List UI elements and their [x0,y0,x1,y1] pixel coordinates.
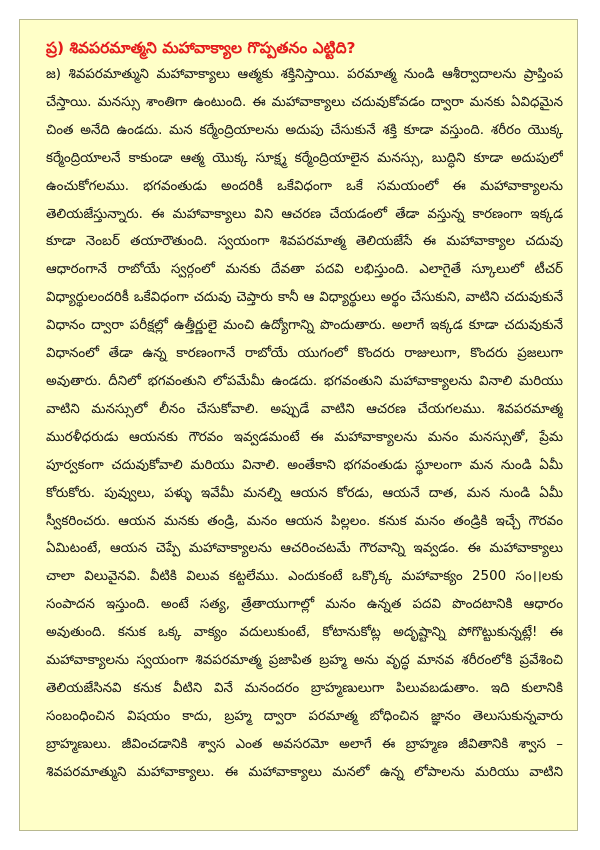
answer-line: సంబంధించిన విషయం కాదు, బ్రహ్మ ద్వారా పరమాత్మ బోధించిన జ్ఞానం తెలుసుకున్నవారు [46,708,563,724]
answer-line: కోరుకోరు. పువ్వులు, పళ్ళు ఇవేమీ మనల్ని ఆయన కోరడు, ఆయనే దాత, మన నుండి ఏమీ [46,485,563,501]
answer-line: స్వీకరించరు. ఆయన మనకు తండ్రి, మనం ఆయన పిల్లలం. కనుక మనం తండ్రికి ఇచ్చే గౌరవం [46,513,563,529]
answer-line: మురళీధరుడు ఆయనకు గౌరవం ఇవ్వడమంటే ఈ మహావాక్యాలను మనం మనస్సుతో, ప్రేమ [46,429,563,445]
answer-line: శివపరమాత్ముని మహావాక్యాలు. ఈ మహావాక్యాలు మనలో ఉన్న లోపాలను మరియు వాటిని [46,764,563,780]
answer-line: ఉంచుకోగలము. భగవంతుడు అందరికీ ఒకేవిధంగా ఒకే సమయంలో ఈ మహావాక్యాలను [46,178,563,194]
answer-line: ఏమిటంటే, ఆయన చెప్పే మహావాక్యాలను ఆచరించటమే గౌరవాన్ని ఇవ్వడం. ఈ మహావాక్యాలు [46,541,563,557]
answer-line: చేస్తాయి. మనస్సు శాంతిగా ఉంటుంది. ఈ మహావాక్యాలు చదువుకోవడం ద్వారా మనకు ఏవిధమైన [46,94,563,110]
answer-line: కర్మేంద్రియాలనే కాకుండా ఆత్మ యొక్క సూక్ష్మ కర్మేంద్రియాలైన మనస్సు, బుద్ధిని కూడా అదుపులో [46,150,563,166]
answer-line: తెలియజేసినవి కనుక వీటిని వినే మనందరం బ్రాహ్మణులుగా పిలువబడుతాం. ఇది కులానికి [46,680,563,696]
answer-line: పూర్వకంగా చదువుకోవాలి మరియు వినాలి. అంతేకాని భగవంతుడు స్థూలంగా మన నుండి ఏమీ [46,457,563,473]
answer-line: జ) శివపరమాత్ముని మహావాక్యాలు ఆత్మకు శక్తినిస్తాయి. పరమాత్మ నుండి ఆశీర్వాదాలను ప్రాప్తింప [46,67,563,82]
answer-line: సంపాదన ఇస్తుంది. అంటే సత్య, త్రేతాయుగాల్లో మనం ఉన్నత పదవి పొందటానికి ఆధారం [46,597,563,613]
answer-line: అవుతారు. దీనిలో భగవంతుని లోపమేమీ ఉండదు. భగవంతుని మహావాక్యాలను వినాలి మరియు [46,373,563,389]
answer-line: విధానంలో తేడా ఉన్న కారణంగానే రాబోయే యుగంలో కొందరు రాజులుగా, కొందరు ప్రజలుగా [46,346,563,362]
answer-line: కూడా నెంబర్ తయారౌతుంది. స్వయంగా శివపరమాత్మ తెలియజేసే ఈ మహావాక్యాల చదువు [46,234,563,250]
answer-paragraph [46,61,563,787]
question-heading: ప్ర) శివపరమాత్మని మహావాక్యాల గొప్పతనం ఎట్టిది? [46,39,356,57]
answer-line: అవుతుంది. కనుక ఒక్క వాక్యం వదులుకుంటే, కోటానుకోట్ల అదృష్టాన్ని పోగొట్టుకున్నట్లే! ఈ [46,625,563,641]
answer-line: వాటిని మనస్సులో లీనం చేసుకోవాలి. అప్పుడే వాటిని ఆచరణ చేయగలము. శివపరమాత్మ [46,401,563,417]
answer-line: మహావాక్యాలను స్వయంగా శివపరమాత్మ ప్రజాపిత బ్రహ్మ అను వృద్ధ మానవ శరీరంలోకి ప్రవేశించి [46,653,563,669]
document-page [19,19,578,831]
answer-line: చాలా విలువైనవి. వీటికి విలువ కట్టలేము. ఎందుకంటే ఒక్కొక్క మహావాక్యం 2500 సం।।లకు [46,569,563,585]
answer-line: ఆధారంగానే రాబోయే స్వర్గంలో మనకు దేవతా పదవి లభిస్తుంది. ఎలాగైతే స్కూలులో టీచర్ [46,262,563,278]
answer-line: బ్రాహ్మణులు. జీవించడానికి శ్వాస ఎంత అవసరమో అలాగే ఈ బ్రాహ్మణ జీవితానికి శ్వాస – [46,736,563,752]
answer-line: విధానం ద్వారా పరీక్షల్లో ఉత్తీర్ణులై మంచి ఉద్యోగాన్ని పొందుతారు. అలాగే ఇక్కడ కూడా చదువుకునే [46,318,563,334]
answer-line: విధ్యార్థులందరికీ ఒకేవిధంగా చదువు చెప్తారు కానీ ఆ విధ్యార్థులు అర్థం చేసుకుని, వాటిని చదువుకునే [46,290,563,306]
answer-line: చింత అనేది ఉండదు. మన కర్మేంద్రియాలను అదుపు చేసుకునే శక్తి కూడా వస్తుంది. శరీరం యొక్క [46,122,563,138]
answer-line: తెలియజేస్తున్నారు. ఈ మహావాక్యాలు విని ఆచరణ చేయడంలో తేడా వస్తున్న కారణంగా ఇక్కడ [46,206,563,222]
